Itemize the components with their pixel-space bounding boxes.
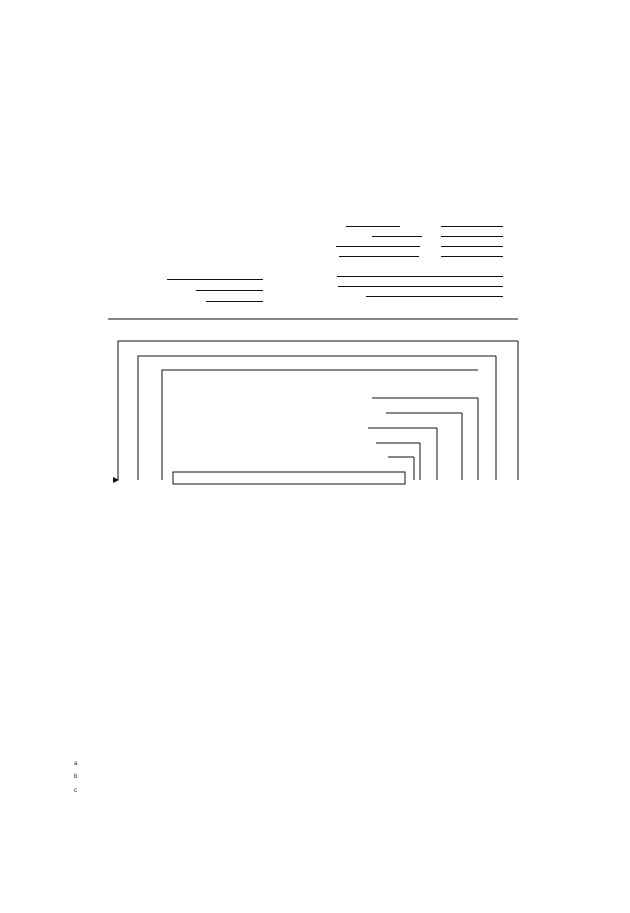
footnote-b: b bbox=[74, 774, 78, 781]
footnote-c: c bbox=[74, 787, 77, 794]
proposal-bracket bbox=[118, 341, 518, 480]
footnote-a: a bbox=[74, 761, 78, 767]
footnotes bbox=[60, 759, 580, 799]
final-bracket bbox=[162, 370, 478, 480]
review-bracket bbox=[138, 356, 496, 480]
description-header-box bbox=[173, 472, 405, 484]
